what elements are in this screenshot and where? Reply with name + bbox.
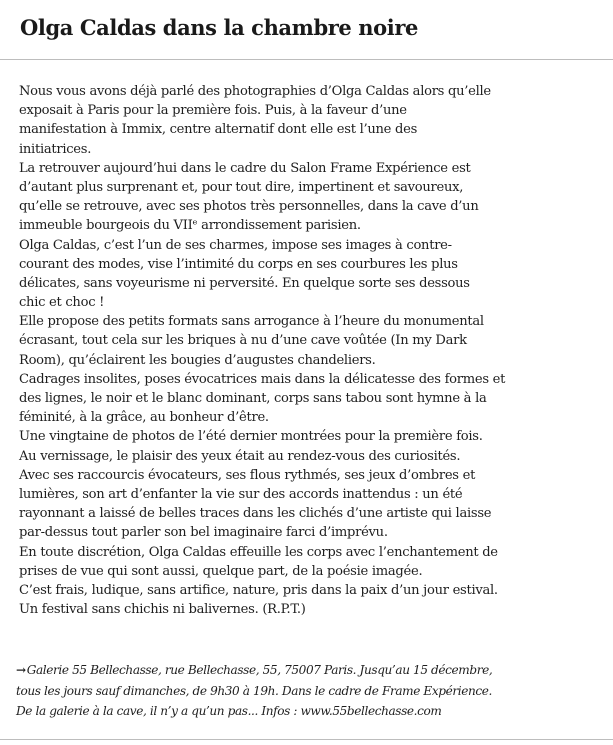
bottom-divider (0, 739, 613, 740)
title-divider (0, 59, 613, 60)
body-line: Room), qu’éclairent les bougies d’augustes chandeliers. (19, 352, 376, 368)
body-line: immeuble bourgeois du VIIᵉ arrondissement parisien. (19, 218, 361, 234)
body-line: La retrouver aujourd’hui dans le cadre du Salon Frame Expérience est (19, 160, 471, 176)
body-line: délicates, sans voyeurisme ni perversité. En quelque sorte ses dessous (19, 275, 470, 291)
body-line: Avec ses raccourcis évocateurs, ses flous rythmés, ses jeux d’ombres et (19, 467, 476, 483)
article-title: Olga Caldas dans la chambre noire (20, 15, 418, 40)
exhibition-info (16, 660, 612, 722)
body-line: En toute discrétion, Olga Caldas effeuille les corps avec l’enchantement de (19, 544, 498, 560)
body-line: prises de vue qui sont aussi, quelque part, de la poésie imagée. (19, 563, 423, 579)
body-line: rayonnant a laissé de belles traces dans les clichés d’une artiste qui laisse (19, 506, 492, 522)
body-line: féminité, à la grâce, au bonheur d’être. (19, 410, 269, 426)
body-line: manifestation à Immix, centre alternatif dont elle est l’une des (19, 122, 418, 138)
body-line: Olga Caldas, c’est l’un de ses charmes, impose ses images à contre- (19, 237, 452, 253)
info-line (16, 660, 612, 681)
body-line: des lignes, le noir et le blanc dominant, corps sans tabou sont hymne à la (19, 391, 487, 406)
body-line: C’est frais, ludique, sans artifice, nature, pris dans la paix d’un jour estival. (19, 582, 498, 598)
body-line: Elle propose des petits formats sans arrogance à l’heure du monumental (19, 314, 484, 330)
body-line: courant des modes, vise l’intimité du corps en ses courbures les plus (19, 256, 458, 272)
info-line: tous les jours sauf dimanches, de 9h30 à 19h. Dans le cadre de Frame Expérience. (16, 683, 492, 698)
body-line: lumières, son art d’enfanter la vie sur des accords inattendus : un été (19, 486, 463, 502)
body-line: Une vingtaine de photos de l’été dernier montrées pour la première fois. (19, 429, 483, 445)
body-line: Au vernissage, le plaisir des yeux était au rendez-vous des curiosités. (19, 448, 461, 464)
article-body (19, 82, 609, 619)
info-line: De la galerie à la cave, il n’y a qu’un pas... Infos : www.55bellechasse.com (16, 704, 442, 718)
body-line: chic et choc ! (19, 295, 105, 311)
arrow-right-icon: → (16, 663, 26, 677)
body-line: par-dessus tout parler son bel imaginaire farci d’imprévu. (19, 525, 388, 541)
info-line-text: Galerie 55 Bellechasse, rue Bellechasse, 55, 75007 Paris. Jusqu’au 15 décembre, (26, 663, 493, 677)
body-line: Cadrages insolites, poses évocatrices mais dans la délicatesse des formes et (19, 371, 506, 387)
body-line: d’autant plus surprenant et, pour tout dire, impertinent et savoureux, (19, 179, 464, 195)
body-line: initiatrices. (19, 141, 92, 157)
body-line: exposait à Paris pour la première fois. Puis, à la faveur d’une (19, 103, 407, 119)
body-line: Un festival sans chichis ni balivernes. (R.P.T.) (19, 602, 306, 618)
body-line: qu’elle se retrouve, avec ses photos très personnelles, dans la cave d’un (19, 199, 479, 215)
body-line: Nous vous avons déjà parlé des photographies d’Olga Caldas alors qu’elle (19, 84, 491, 99)
body-line: écrasant, tout cela sur les briques à nu d’une cave voûtée (In my Dark (19, 333, 467, 349)
